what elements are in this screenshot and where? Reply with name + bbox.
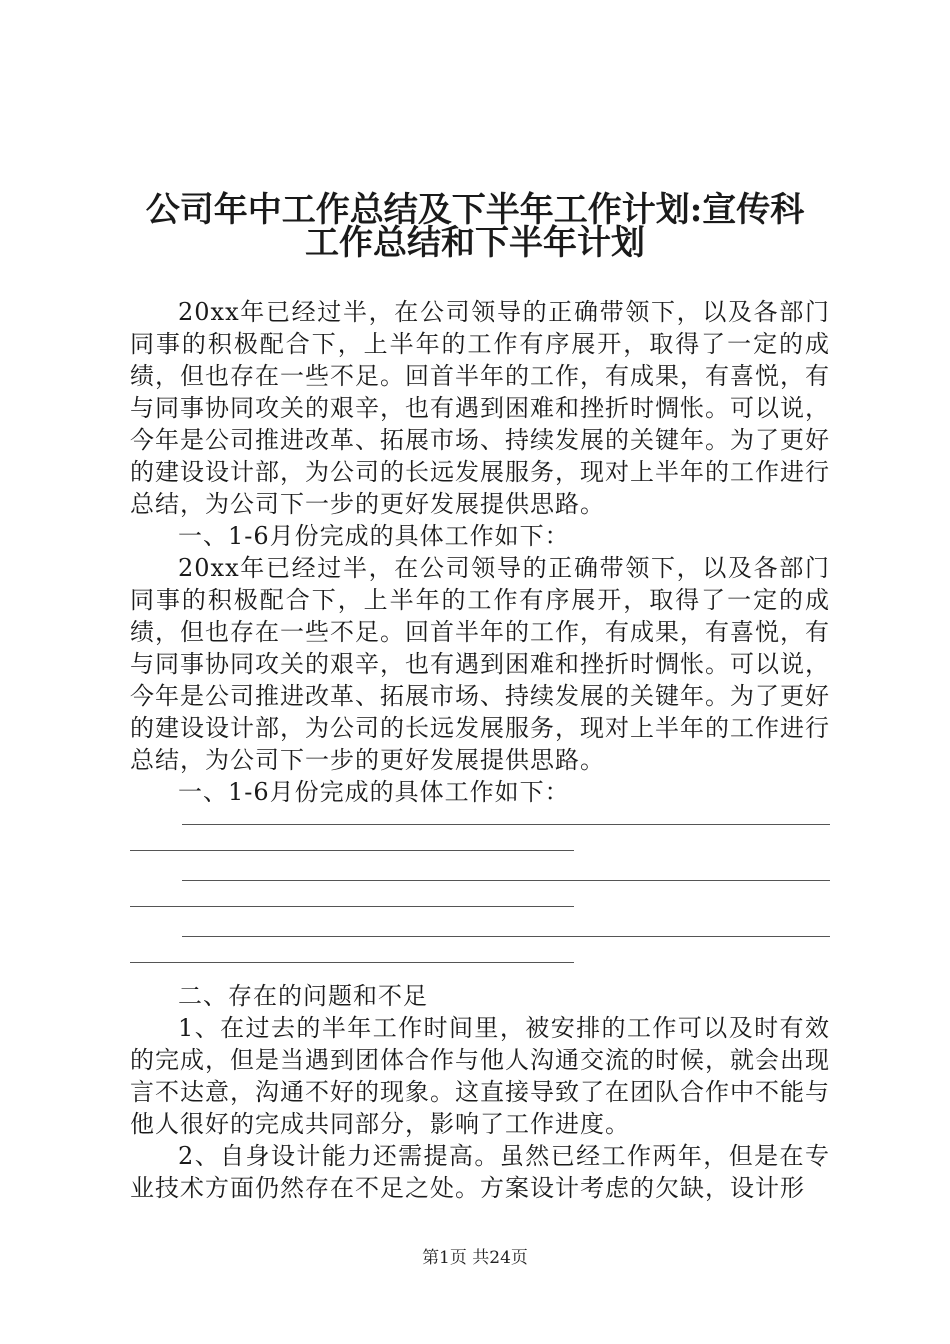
- blank-rule: [182, 936, 830, 937]
- page-number-footer: 第1页 共24页: [422, 1248, 528, 1268]
- blank-rule: [130, 906, 574, 907]
- blank-fill-lines: [130, 812, 830, 980]
- blank-rule: [182, 880, 830, 881]
- blank-rule: [130, 962, 574, 963]
- section2-item: 1、在过去的半年工作时间里，被安排的工作可以及时有效的完成，但是当遇到团体合作与他人沟通交流的时候，就会出现言不达意，沟通不好的现象。这直接导致了在团队合作中不能与他人很好的完成共同部分，影响了工作进度。: [130, 1014, 830, 1138]
- intro-paragraph: 20xx年已经过半，在公司领导的正确带领下，以及各部门同事的积极配合下，上半年的工作有序展开，取得了一定的成绩，但也存在一些不足。回首半年的工作，有成果，有喜悦，有与同事协同攻关的艰辛，也有遇到困难和挫折时惆怅。可以说，今年是公司推进改革、拓展市场、持续发展的关键年。为了更好的建设设计部，为公司的长远发展服务，现对上半年的工作进行总结，为公司下一步的更好发展提供思路。: [130, 298, 830, 518]
- blank-line: [130, 840, 830, 868]
- blank-line: [130, 812, 830, 840]
- blank-line: [130, 924, 830, 952]
- section1-heading: 一、1-6月份完成的具体工作如下：: [178, 522, 570, 550]
- blank-line: [130, 952, 830, 980]
- section1-heading-repeat: 一、1-6月份完成的具体工作如下：: [178, 778, 570, 806]
- blank-line: [130, 868, 830, 896]
- document-title-line-1: 公司年中工作总结及下半年工作计划:宣传科: [145, 190, 805, 230]
- document-body: [130, 296, 830, 1204]
- blank-rule: [182, 824, 830, 825]
- section2-heading: 二、存在的问题和不足: [178, 982, 428, 1010]
- intro-paragraph-repeat: 20xx年已经过半，在公司领导的正确带领下，以及各部门同事的积极配合下，上半年的工作有序展开，取得了一定的成绩，但也存在一些不足。回首半年的工作，有成果，有喜悦，有与同事协同攻关的艰辛，也有遇到困难和挫折时惆怅。可以说，今年是公司推进改革、拓展市场、持续发展的关键年。为了更好的建设设计部，为公司的长远发展服务，现对上半年的工作进行总结，为公司下一步的更好发展提供思路。: [130, 554, 830, 774]
- blank-rule: [130, 850, 574, 851]
- blank-line: [130, 896, 830, 924]
- document-title-line-2: 工作总结和下半年计划: [305, 223, 645, 263]
- section2-item: 2、自身设计能力还需提高。虽然已经工作两年，但是在专业技术方面仍然存在不足之处。方案设计考虑的欠缺，设计形: [130, 1142, 830, 1202]
